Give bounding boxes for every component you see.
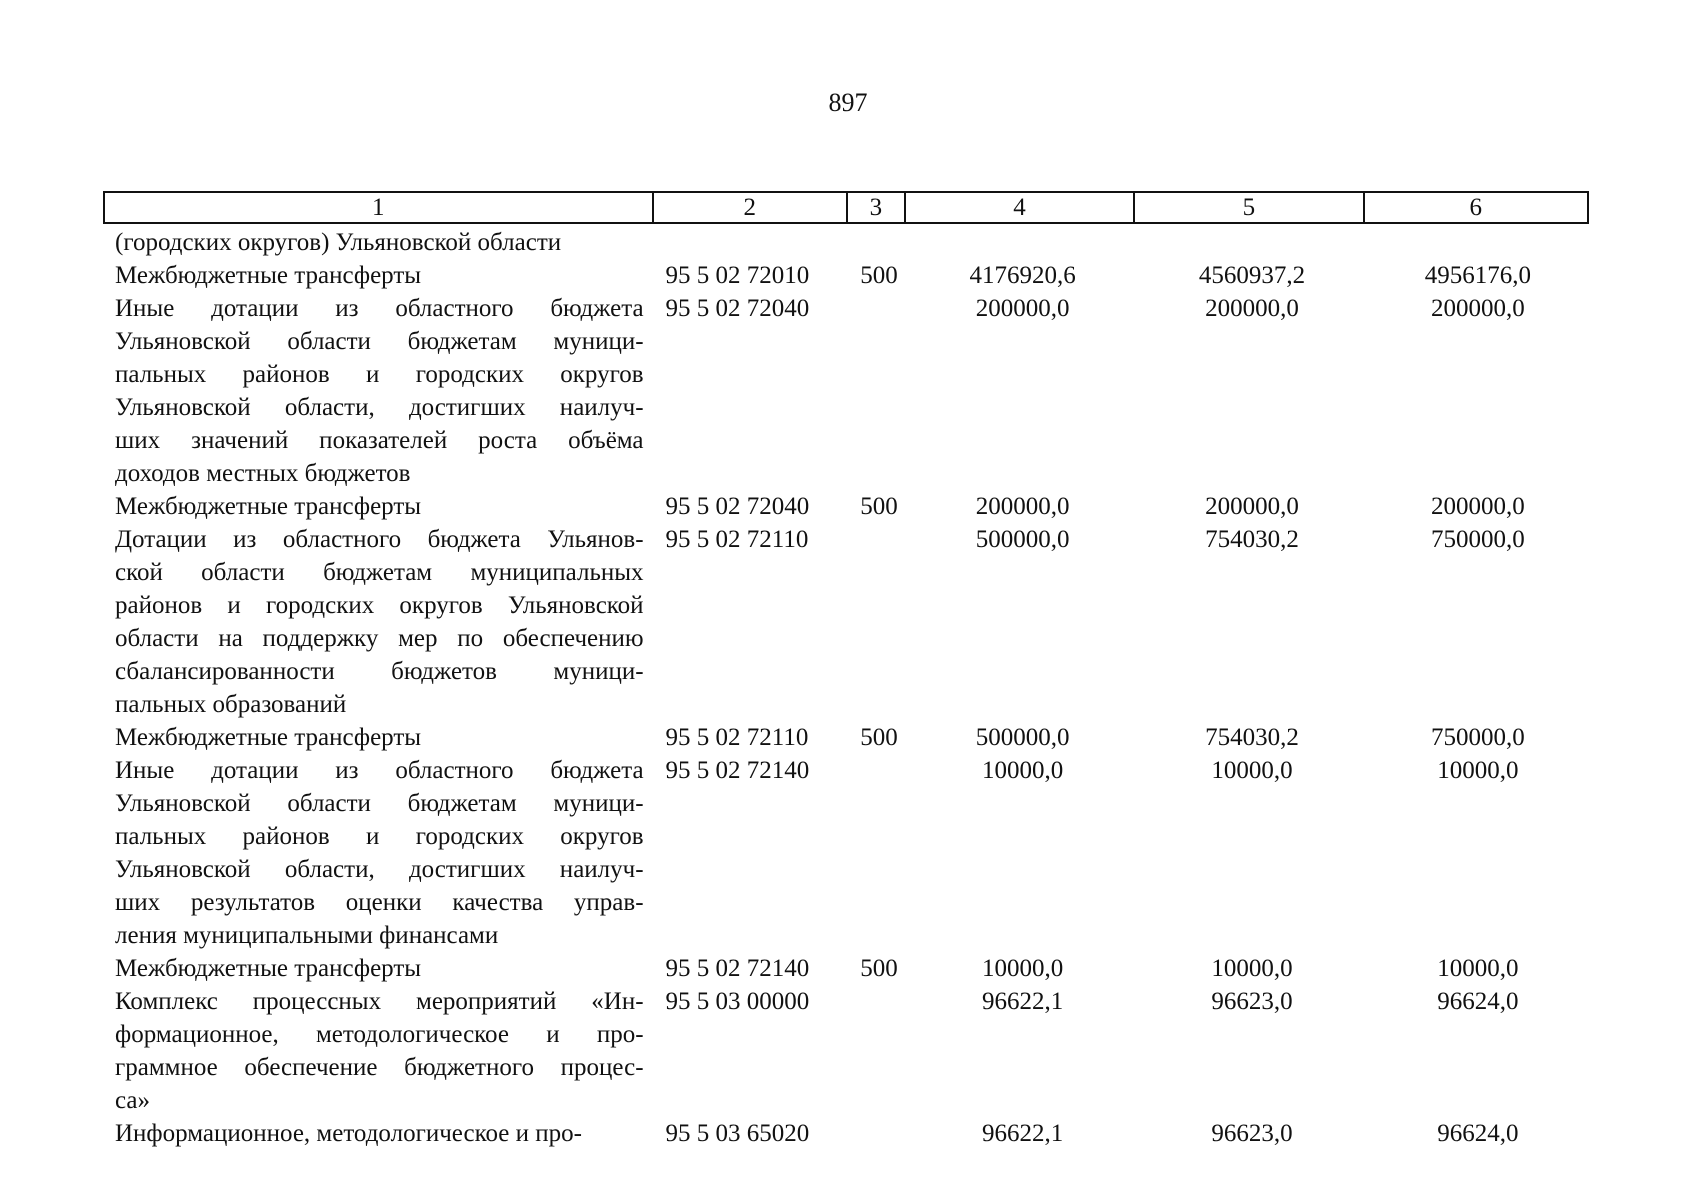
row-expense-type: 500 xyxy=(860,955,898,982)
table-row xyxy=(115,985,1589,1117)
row-name-line: пальных районов и городских округов xyxy=(115,823,644,850)
row-name xyxy=(115,490,644,523)
row-name-line: Комплекс процессных мероприятий «Ин- xyxy=(115,988,644,1015)
header-col-2: 2 xyxy=(654,193,848,222)
row-value-4: 500000,0 xyxy=(975,526,1070,553)
row-name-line: Межбюджетные трансферты xyxy=(115,493,422,520)
row-name xyxy=(115,226,644,259)
row-value-5: 96623,0 xyxy=(1211,1120,1293,1147)
row-code: 95 5 02 72140 xyxy=(665,955,810,982)
row-name-line: Ульяновской области бюджетам муници- xyxy=(115,328,644,355)
row-expense-type xyxy=(850,523,908,721)
row-name-line: формационное, методологическое и про- xyxy=(115,1021,644,1048)
table-row xyxy=(115,721,1589,754)
row-value-5 xyxy=(1137,226,1366,259)
row-name-line: (городских округов) Ульяновской области xyxy=(115,229,562,256)
row-name-line: Ульяновской области, достигших наилуч- xyxy=(115,394,644,421)
row-name xyxy=(115,523,644,721)
row-value-5: 200000,0 xyxy=(1205,493,1299,520)
row-value-4: 10000,0 xyxy=(981,955,1064,982)
row-value-6: 96624,0 xyxy=(1437,988,1519,1015)
row-expense-type xyxy=(850,292,908,490)
row-code: 95 5 03 65020 xyxy=(665,1120,810,1147)
row-code xyxy=(644,226,850,259)
row-name-line: Иные дотации из областного бюджета xyxy=(115,295,644,322)
row-name xyxy=(115,292,644,490)
row-value-5: 754030,2 xyxy=(1205,526,1299,553)
row-code: 95 5 02 72040 xyxy=(665,493,810,520)
row-value-6: 4956176,0 xyxy=(1424,262,1531,289)
header-col-4: 4 xyxy=(906,193,1135,222)
row-name-line: ления муниципальными финансами xyxy=(115,922,499,949)
header-col-1: 1 xyxy=(105,193,654,222)
row-value-6: 96624,0 xyxy=(1437,1120,1519,1147)
row-value-6: 200000,0 xyxy=(1430,493,1525,520)
row-value-4: 4176920,6 xyxy=(969,262,1076,289)
row-code: 95 5 02 72110 xyxy=(665,724,809,751)
row-name-line: Дотации из областного бюджета Ульянов- xyxy=(115,526,644,553)
row-name-line: са» xyxy=(115,1087,150,1114)
row-name xyxy=(115,952,644,985)
row-value-5: 10000,0 xyxy=(1211,757,1293,784)
row-value-6: 10000,0 xyxy=(1437,955,1519,982)
row-value-5: 10000,0 xyxy=(1211,955,1293,982)
row-name-line: ших значений показателей роста объёма xyxy=(115,427,644,454)
row-name-line: граммное обеспечение бюджетного процес- xyxy=(115,1054,644,1081)
row-value-4: 500000,0 xyxy=(975,724,1070,751)
row-name-line: районов и городских округов Ульяновской xyxy=(115,592,644,619)
table-row xyxy=(115,523,1589,721)
row-expense-type: 500 xyxy=(860,493,898,520)
row-name-line: Межбюджетные трансферты xyxy=(115,724,422,751)
row-name-line: сбалансированности бюджетов муници- xyxy=(115,658,644,685)
table-row xyxy=(115,952,1589,985)
row-name-line: Информационное, методологическое и про- xyxy=(115,1120,582,1147)
row-code: 95 5 02 72140 xyxy=(665,757,810,784)
table-row xyxy=(115,259,1589,292)
row-code: 95 5 02 72110 xyxy=(665,526,809,553)
row-name xyxy=(115,259,644,292)
row-name-line: пальных районов и городских округов xyxy=(115,361,644,388)
row-value-6: 10000,0 xyxy=(1437,757,1519,784)
row-value-5: 754030,2 xyxy=(1205,724,1299,751)
table-row xyxy=(115,226,1589,259)
header-col-3: 3 xyxy=(848,193,906,222)
row-name-line: доходов местных бюджетов xyxy=(115,460,411,487)
row-name-line: Ульяновской области, достигших наилуч- xyxy=(115,856,644,883)
table-row xyxy=(115,1117,1589,1150)
header-col-5: 5 xyxy=(1135,193,1364,222)
table-header xyxy=(103,191,1589,224)
row-name-line: Межбюджетные трансферты xyxy=(115,262,422,289)
row-expense-type xyxy=(850,226,908,259)
row-name-line: Межбюджетные трансферты xyxy=(115,955,422,982)
row-name xyxy=(115,721,644,754)
row-value-6: 200000,0 xyxy=(1430,295,1525,322)
table-row xyxy=(115,754,1589,952)
row-code: 95 5 03 00000 xyxy=(665,988,810,1015)
row-expense-type xyxy=(850,754,908,952)
row-name-line: ской области бюджетам муниципальных xyxy=(115,559,644,586)
page-number: 897 xyxy=(828,88,868,117)
row-value-5: 4560937,2 xyxy=(1198,262,1306,289)
row-name-line: Ульяновской области бюджетам муници- xyxy=(115,790,644,817)
row-value-4: 10000,0 xyxy=(981,757,1064,784)
table-row xyxy=(115,292,1589,490)
row-value-4: 96622,1 xyxy=(981,988,1064,1015)
row-value-6: 750000,0 xyxy=(1430,724,1525,751)
row-value-6: 750000,0 xyxy=(1430,526,1525,553)
row-expense-type: 500 xyxy=(860,724,898,751)
row-name xyxy=(115,985,644,1117)
row-value-4 xyxy=(908,226,1137,259)
row-value-4: 96622,1 xyxy=(981,1120,1064,1147)
row-name-line: ших результатов оценки качества управ- xyxy=(115,889,644,916)
row-name xyxy=(115,1117,644,1150)
header-col-6: 6 xyxy=(1469,194,1483,221)
row-code: 95 5 02 72040 xyxy=(665,295,810,322)
row-name xyxy=(115,754,644,952)
row-value-5: 200000,0 xyxy=(1205,295,1299,322)
table-body xyxy=(115,226,1589,1150)
row-name-line: области на поддержку мер по обеспечению xyxy=(115,625,644,652)
row-expense-type: 500 xyxy=(860,262,898,289)
row-value-4: 200000,0 xyxy=(975,295,1070,322)
row-name-line: пальных образований xyxy=(115,691,347,718)
row-code: 95 5 02 72010 xyxy=(665,262,810,289)
row-value-5: 96623,0 xyxy=(1211,988,1293,1015)
row-expense-type xyxy=(850,985,908,1117)
table-row xyxy=(115,490,1589,523)
row-value-6 xyxy=(1367,226,1589,259)
row-expense-type xyxy=(850,1117,908,1150)
row-name-line: Иные дотации из областного бюджета xyxy=(115,757,644,784)
row-value-4: 200000,0 xyxy=(975,493,1070,520)
